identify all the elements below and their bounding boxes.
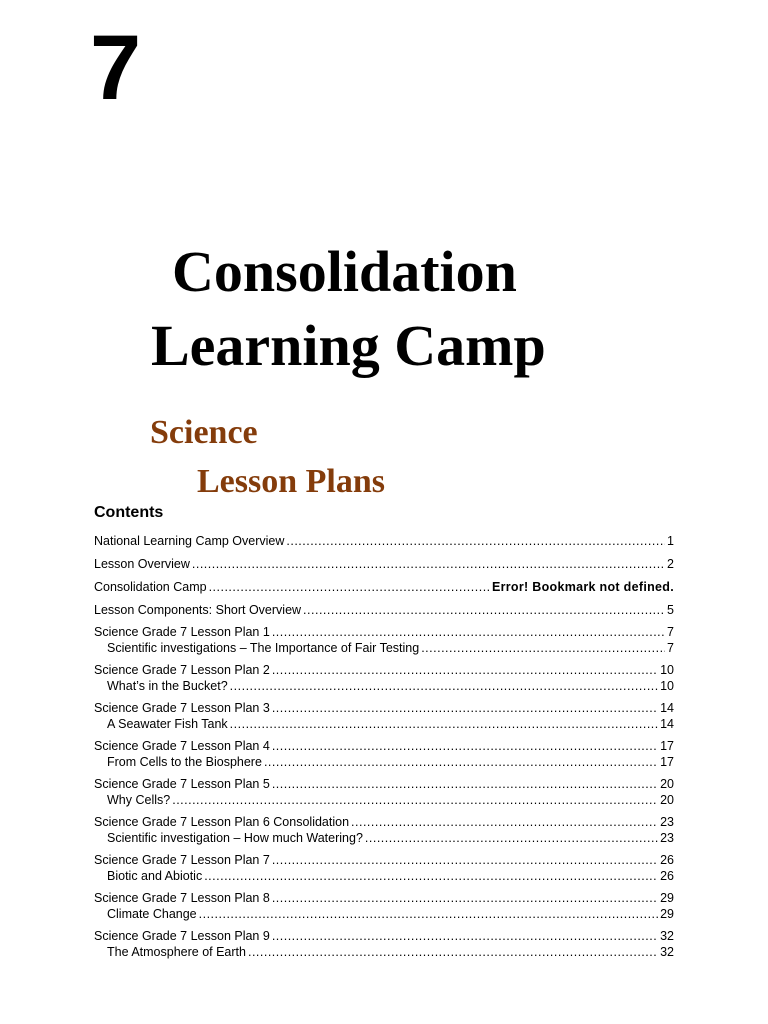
toc-entry-text: Science Grade 7 Lesson Plan 9 xyxy=(94,929,270,943)
toc-subentry-lesson-plan-4[interactable] xyxy=(94,754,674,770)
toc-page-number: 29 xyxy=(660,907,674,921)
toc-subentry-lesson-plan-1[interactable] xyxy=(94,640,674,656)
toc-page-number: 32 xyxy=(660,929,674,943)
toc-entry-text: Lesson Components: Short Overview xyxy=(94,603,302,617)
toc-entry-lesson-plan-8[interactable] xyxy=(94,890,674,906)
toc-subentry-lesson-plan-9[interactable] xyxy=(94,944,674,960)
toc-subentry-lesson-plan-6[interactable] xyxy=(94,830,674,846)
toc-dot-leader xyxy=(272,738,658,754)
toc-page-number: 7 xyxy=(667,625,674,639)
toc-entry-text: Science Grade 7 Lesson Plan 3 xyxy=(94,701,270,715)
toc-entry-text: Science Grade 7 Lesson Plan 2 xyxy=(94,663,270,677)
toc-page-number: 26 xyxy=(660,869,674,883)
toc-page-number: 5 xyxy=(667,603,674,617)
toc-page-number: 23 xyxy=(660,815,674,829)
toc-subentry-lesson-plan-3[interactable] xyxy=(94,716,674,732)
title-line-1: Consolidation xyxy=(172,239,517,304)
title-line-2: Learning Camp xyxy=(151,313,546,378)
toc-page-number: 10 xyxy=(660,663,674,677)
toc-entry-consolidation-camp[interactable] xyxy=(94,579,674,595)
toc-page-number: 20 xyxy=(660,777,674,791)
toc-entry-learning-camp-overview[interactable] xyxy=(94,533,674,549)
toc-entry-text: Science Grade 7 Lesson Plan 7 xyxy=(94,853,270,867)
toc-entry-lesson-plan-3[interactable] xyxy=(94,700,674,716)
toc-entry-lesson-plan-1[interactable] xyxy=(94,624,674,640)
toc-entry-text: From Cells to the Biosphere xyxy=(107,755,262,769)
toc-dot-leader xyxy=(230,678,658,694)
toc-entry-lesson-components[interactable] xyxy=(94,602,674,618)
toc-dot-leader xyxy=(365,830,658,846)
toc-entry-text: Why Cells? xyxy=(107,793,171,807)
toc-dot-leader xyxy=(351,814,658,830)
toc-entry-text: Science Grade 7 Lesson Plan 6 Consolidation xyxy=(94,815,350,829)
toc-entry-text: Scientific investigation – How much Watering? xyxy=(107,831,363,845)
contents-heading: Contents xyxy=(94,504,164,521)
toc-entry-lesson-overview[interactable] xyxy=(94,556,674,572)
toc-entry-text: Science Grade 7 Lesson Plan 4 xyxy=(94,739,270,753)
toc-page-number: 26 xyxy=(660,853,674,867)
toc-page-number: 17 xyxy=(660,755,674,769)
toc-page-number: 1 xyxy=(667,534,674,548)
toc-entry-lesson-plan-6[interactable] xyxy=(94,814,674,830)
grade-number: 7 xyxy=(90,17,142,119)
toc-entry-text: Consolidation Camp xyxy=(94,580,207,594)
toc-entry-text: Science Grade 7 Lesson Plan 5 xyxy=(94,777,270,791)
toc-subentry-lesson-plan-8[interactable] xyxy=(94,906,674,922)
toc-entry-text: Scientific investigations – The Importance of Fair Testing xyxy=(107,641,420,655)
table-of-contents xyxy=(94,533,674,960)
toc-entry-text: Science Grade 7 Lesson Plan 1 xyxy=(94,625,270,639)
toc-subentry-lesson-plan-7[interactable] xyxy=(94,868,674,884)
toc-dot-leader xyxy=(172,792,658,808)
toc-dot-leader xyxy=(272,776,658,792)
toc-entry-text: National Learning Camp Overview xyxy=(94,534,285,548)
toc-entry-lesson-plan-4[interactable] xyxy=(94,738,674,754)
toc-page-number: 17 xyxy=(660,739,674,753)
toc-dot-leader xyxy=(303,602,665,618)
toc-dot-leader xyxy=(421,640,665,656)
toc-page-number: 29 xyxy=(660,891,674,905)
toc-entry-text: A Seawater Fish Tank xyxy=(107,717,228,731)
toc-page-number: 23 xyxy=(660,831,674,845)
toc-dot-leader xyxy=(272,928,658,944)
toc-entry-text: Lesson Overview xyxy=(94,557,190,571)
toc-dot-leader xyxy=(272,890,658,906)
document-type-heading: Lesson Plans xyxy=(197,463,385,500)
toc-entry-text: Science Grade 7 Lesson Plan 8 xyxy=(94,891,270,905)
toc-entry-text: Biotic and Abiotic xyxy=(107,869,203,883)
toc-dot-leader xyxy=(192,556,665,572)
toc-subentry-lesson-plan-2[interactable] xyxy=(94,678,674,694)
toc-entry-text: Climate Change xyxy=(107,907,197,921)
toc-entry-text: The Atmosphere of Earth xyxy=(107,945,246,959)
subject-heading: Science xyxy=(150,414,258,451)
toc-page-number: 7 xyxy=(667,641,674,655)
toc-dot-leader xyxy=(272,700,658,716)
toc-subentry-lesson-plan-5[interactable] xyxy=(94,792,674,808)
toc-entry-lesson-plan-9[interactable] xyxy=(94,928,674,944)
toc-entry-lesson-plan-2[interactable] xyxy=(94,662,674,678)
toc-page-number: 32 xyxy=(660,945,674,959)
toc-dot-leader xyxy=(230,716,658,732)
toc-page-number: 20 xyxy=(660,793,674,807)
toc-dot-leader xyxy=(272,662,658,678)
toc-dot-leader xyxy=(204,868,658,884)
toc-dot-leader xyxy=(272,624,665,640)
toc-dot-leader xyxy=(272,852,658,868)
toc-entry-lesson-plan-5[interactable] xyxy=(94,776,674,792)
toc-bookmark-error: Error! Bookmark not defined. xyxy=(491,580,674,594)
toc-dot-leader xyxy=(199,906,658,922)
toc-dot-leader xyxy=(264,754,658,770)
toc-page-number: 10 xyxy=(660,679,674,693)
toc-entry-lesson-plan-7[interactable] xyxy=(94,852,674,868)
toc-dot-leader xyxy=(209,579,490,595)
toc-dot-leader xyxy=(286,533,665,549)
toc-page-number: 14 xyxy=(660,701,674,715)
toc-page-number: 14 xyxy=(660,717,674,731)
toc-entry-text: What’s in the Bucket? xyxy=(107,679,228,693)
toc-dot-leader xyxy=(248,944,658,960)
toc-page-number: 2 xyxy=(667,557,674,571)
